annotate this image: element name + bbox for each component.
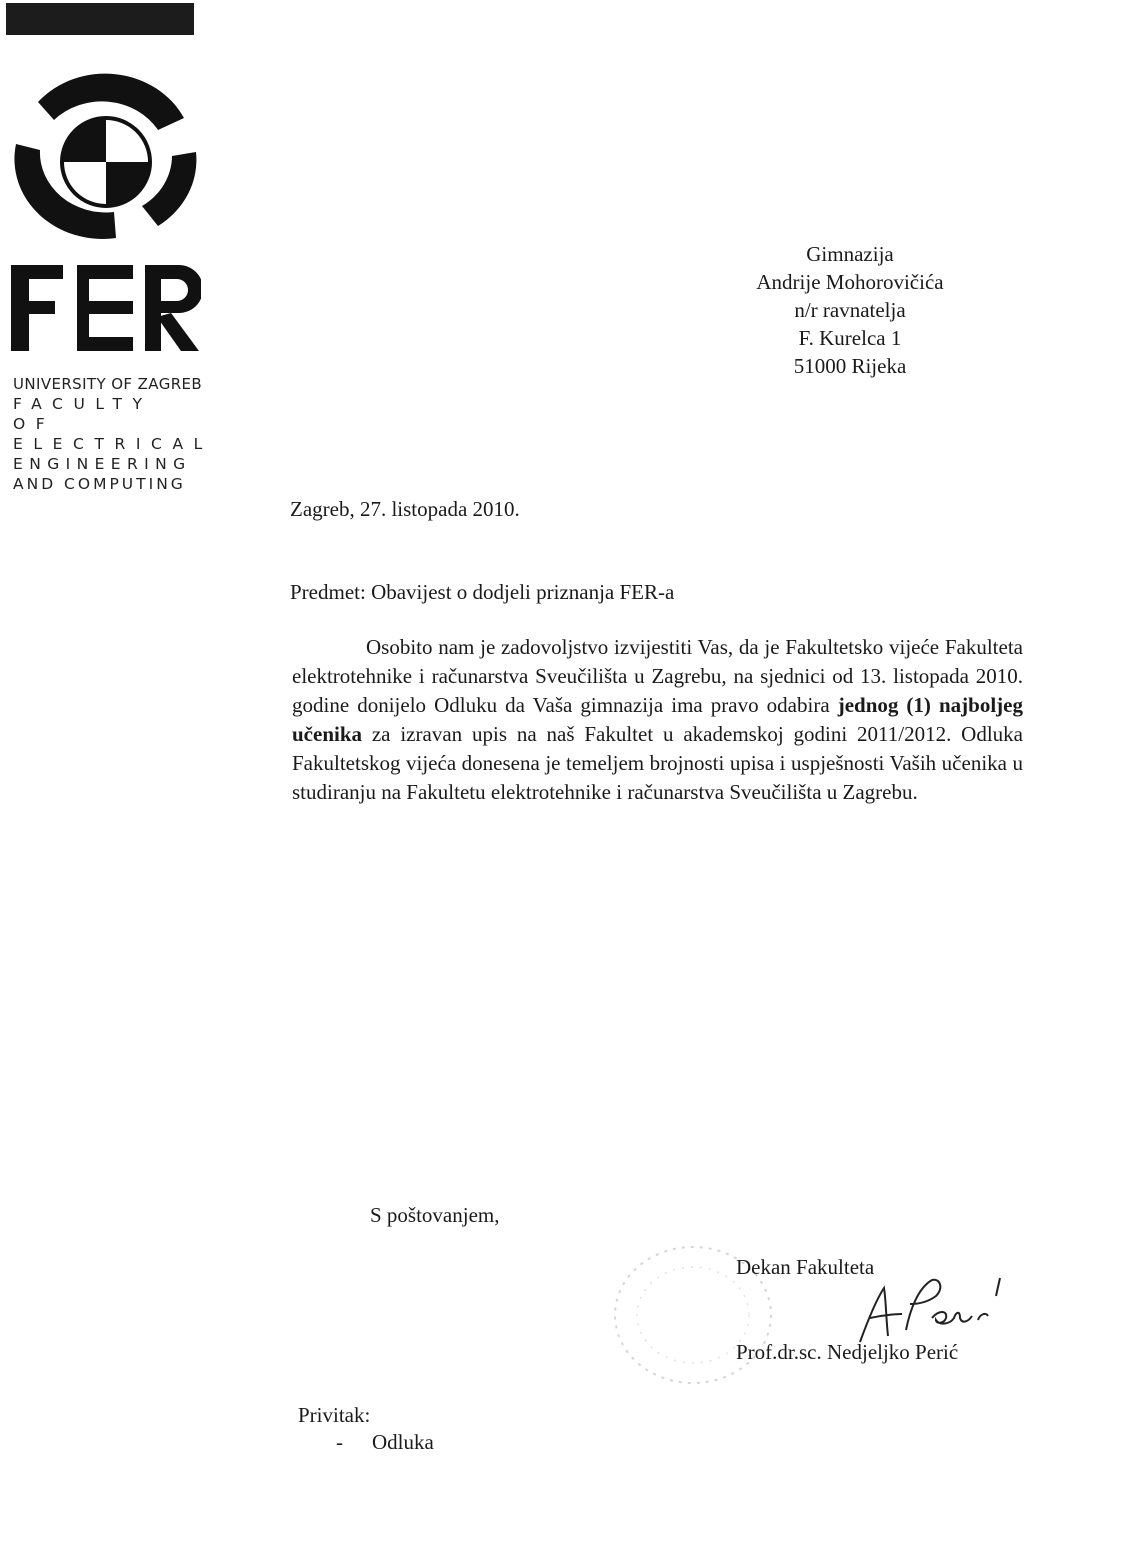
dean-title: Dekan Fakulteta — [736, 1255, 875, 1279]
letter-subject: Predmet: Obavijest o dodjeli priznanja FER-a — [290, 580, 675, 604]
address-line: Gimnazija — [806, 242, 894, 266]
address-line: 51000 Rijeka — [793, 354, 907, 378]
fer-logo-icon — [8, 66, 204, 248]
dean-name: Prof.dr.sc. Nedjeljko Perić — [736, 1340, 959, 1364]
attachment-item-label: Odluka — [372, 1430, 434, 1454]
faculty-line: ELECTRICAL — [13, 435, 213, 453]
list-dash-icon: - — [336, 1430, 343, 1454]
address-line: Andrije Mohorovičića — [756, 270, 944, 294]
faculty-line: AND COMPUTING — [13, 475, 186, 493]
attachment-label: Privitak: — [298, 1403, 371, 1427]
letterhead-top-bar — [6, 3, 194, 35]
letter-date: Zagreb, 27. listopada 2010. — [290, 497, 520, 521]
address-line: F. Kurelca 1 — [798, 326, 902, 350]
closing-greeting: S poštovanjem, — [370, 1203, 500, 1227]
faculty-line: ENGINEERING — [13, 455, 192, 473]
faculty-line: FACULTY OF — [13, 395, 153, 433]
body-emphasis: jednog (1) najboljeg učenika — [292, 693, 1023, 746]
address-line: n/r ravnatelja — [794, 298, 906, 322]
recipient-address — [700, 240, 1000, 380]
university-name: UNIVERSITY OF ZAGREB — [13, 375, 203, 393]
body-text-part: Osobito nam je zadovoljstvo izvijestiti Vas, da je Fakultetsko vijeće Fakulteta elektrotehnike i računarstva Sveučilišta u Zagrebu, na sjednici od 13. listopada 2010. godine donijelo Odluku da Vaša gimnazija ima pravo odabira — [292, 635, 1023, 717]
handwritten-signature — [840, 1270, 1020, 1350]
body-text-part: za izravan upis na naš Fakultet u akademskoj godini 2011/2012. Odluka Fakultetskog vijeća donesena je temeljem brojnosti upisa i uspješnosti Vaših učenika u studiranju na Fakultetu elektrotehnike i računarstva Sveučilišta u Zagrebu. — [292, 722, 1023, 804]
attachment-item — [336, 1430, 434, 1455]
fer-wordmark — [11, 265, 201, 351]
letter-body — [292, 633, 1023, 807]
faculty-name-block — [13, 374, 213, 494]
